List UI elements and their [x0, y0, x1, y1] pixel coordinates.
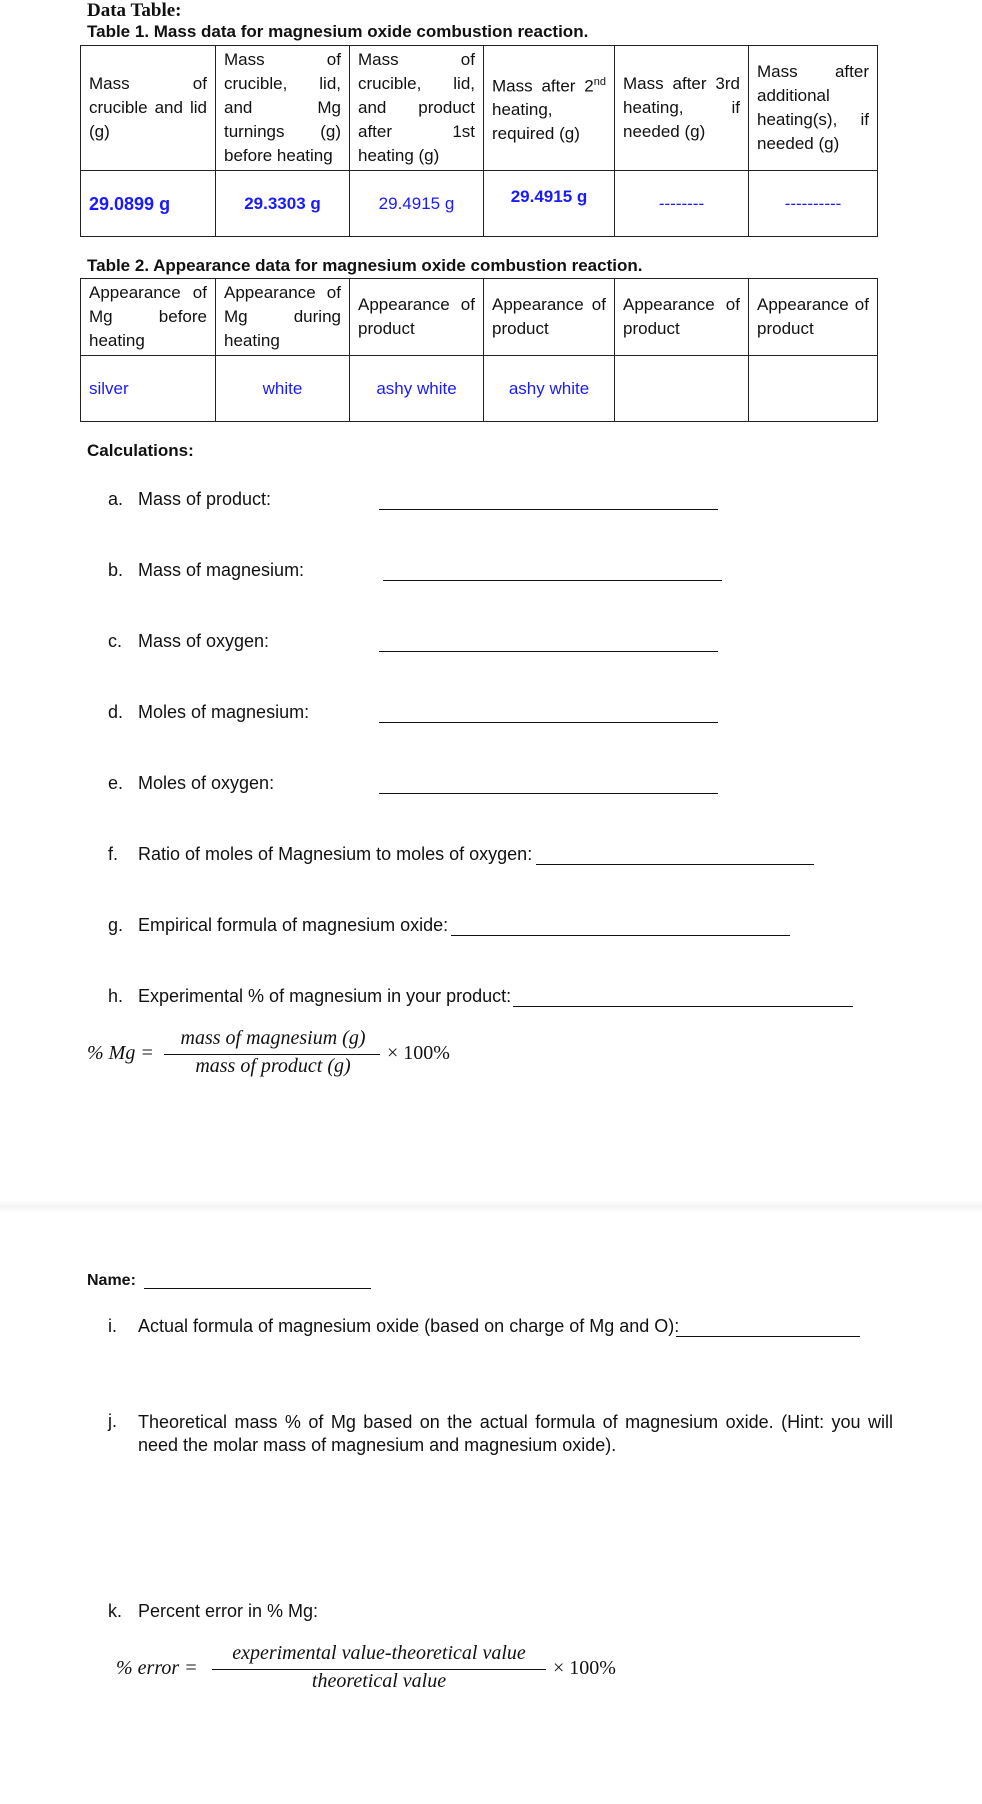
answer-line-b[interactable] [383, 580, 722, 581]
calculations-title: Calculations: [87, 441, 194, 460]
item-letter: e. [108, 773, 124, 793]
item-letter: h. [108, 986, 124, 1006]
item-text: Mass of magnesium: [138, 560, 305, 580]
formula-mg-factor: × 100% [387, 1042, 450, 1064]
value-mass-after-third-heating: -------- [615, 171, 749, 237]
item-letter: k. [108, 1601, 123, 1621]
value-mass-after-additional-heating: ---------- [749, 171, 878, 237]
formula-error-lhs: % error = [116, 1657, 198, 1679]
item-text: Percent error in % Mg: [138, 1601, 319, 1621]
header-product-1: Appearance of product [350, 279, 484, 356]
value-mg-during-heating: white [216, 356, 350, 422]
value-mass-crucible-lid: 29.0899 g [81, 171, 216, 237]
item-text: Mass of product: [138, 489, 272, 509]
page-break [0, 1200, 982, 1214]
table2-caption: Table 2. Appearance data for magnesium oxide combustion reaction. [87, 256, 643, 275]
value-mass-after-second-heating: 29.4915 g [484, 171, 615, 237]
value-product-1: ashy white [350, 356, 484, 422]
header-mass-after-first-heating: Mass of crucible, lid, and product after 1st heating (g) [350, 46, 484, 171]
value-product-3 [615, 356, 749, 422]
item-text: Empirical formula of magnesium oxide: [138, 915, 449, 935]
item-letter: g. [108, 915, 124, 935]
item-text: Moles of magnesium: [138, 702, 310, 722]
item-letter: j. [108, 1411, 117, 1431]
name-label: Name: [87, 1272, 136, 1289]
header-product-2: Appearance of product [484, 279, 615, 356]
header-mg-before-heating: Appearance of Mg before heating [81, 279, 216, 356]
item-text: Ratio of moles of Magnesium to moles of oxygen: [138, 844, 533, 864]
answer-line-i[interactable] [676, 1336, 860, 1337]
answer-line-d[interactable] [379, 722, 718, 723]
item-k [108, 1601, 908, 1625]
answer-line-a[interactable] [379, 509, 718, 510]
item-letter: d. [108, 702, 124, 722]
formula-mg-denominator: mass of product (g) [195, 1055, 351, 1077]
name-field-line[interactable] [144, 1288, 371, 1289]
header-mass-after-additional-heating: Mass after additional heating(s), if needed (g) [749, 46, 878, 171]
item-letter: c. [108, 631, 123, 651]
item-letter: a. [108, 489, 124, 509]
item-letter: b. [108, 560, 124, 580]
header-mg-during-heating: Appearance of Mg during heating [216, 279, 350, 356]
table1-caption: Table 1. Mass data for magnesium oxide combustion reaction. [87, 22, 589, 41]
item-text: Actual formula of magnesium oxide (based on charge of Mg and O): [138, 1316, 680, 1336]
answer-line-c[interactable] [379, 651, 718, 652]
value-product-4 [749, 356, 878, 422]
header-product-4: Appearance of product [749, 279, 878, 356]
formula-mg-numerator: mass of magnesium (g) [180, 1027, 366, 1049]
formula-mg-lhs: % Mg = [87, 1042, 154, 1064]
formula-error-denominator: theoretical value [311, 1670, 447, 1692]
header-mass-crucible-lid: Mass of crucible and lid (g) [81, 46, 216, 171]
item-text: Experimental % of magnesium in your product: [138, 986, 512, 1006]
item-text: Moles of oxygen: [138, 773, 275, 793]
answer-line-h[interactable] [513, 1006, 853, 1007]
header-mass-after-second-heating: Mass after 2nd heating, required (g) [484, 46, 615, 171]
mass-data-table [80, 45, 878, 237]
item-text: Mass of oxygen: [138, 631, 270, 651]
value-mg-before-heating: silver [81, 356, 216, 422]
page-heading: Data Table: [87, 0, 182, 21]
header-mass-after-third-heating: Mass after 3rd heating, if needed (g) [615, 46, 749, 171]
header-product-3: Appearance of product [615, 279, 749, 356]
item-text: Theoretical mass % of Mg based on the actual formula of magnesium oxide. (Hint: you will need the molar mass of magnesium and magnesium oxide). [138, 1412, 893, 1455]
formula-error-factor: × 100% [553, 1657, 616, 1679]
answer-line-e[interactable] [379, 793, 718, 794]
value-product-2: ashy white [484, 356, 615, 422]
value-mass-with-mg: 29.3303 g [216, 171, 350, 237]
item-letter: f. [108, 844, 119, 864]
appearance-data-table [80, 278, 878, 422]
value-mass-after-first-heating: 29.4915 g [350, 171, 484, 237]
item-letter: i. [108, 1316, 117, 1336]
formula-error-numerator: experimental value-theoretical value [232, 1642, 526, 1664]
header-mass-with-mg: Mass of crucible, lid, and Mg turnings (g) before heating [216, 46, 350, 171]
answer-line-g[interactable] [451, 935, 790, 936]
answer-line-f[interactable] [536, 864, 814, 865]
item-j [108, 1411, 893, 1463]
